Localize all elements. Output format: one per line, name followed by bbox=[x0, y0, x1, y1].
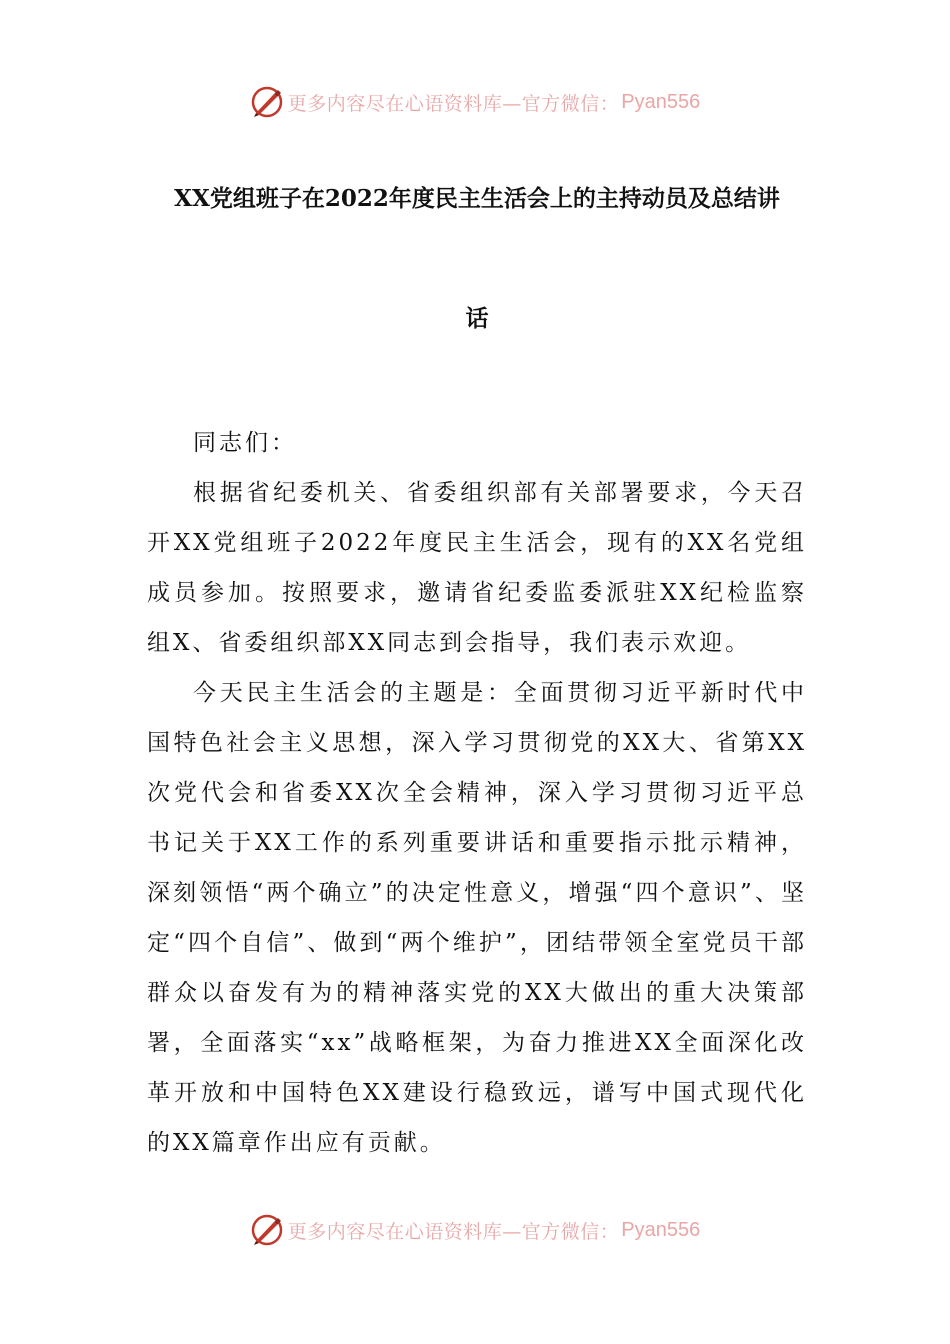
body-paragraph-1: 根据省纪委机关、省委组织部有关部署要求，今天召开XX党组班子2022年度民主生活会，现有的XX名党组成员参加。按照要求，邀请省纪委监委派驻XX纪检监察组X、省委组织部XX同志到会指导，我们表示欢迎。 bbox=[147, 480, 807, 656]
watermark-text: 更多内容尽在心语资料库—官方微信： bbox=[287, 92, 620, 115]
document-body bbox=[147, 418, 807, 1168]
header-watermark-banner bbox=[0, 80, 950, 124]
salutation: 同志们： bbox=[193, 430, 297, 456]
pen-logo-icon bbox=[250, 1213, 284, 1247]
watermark-text: 更多内容尽在心语资料库—官方微信： bbox=[287, 1220, 620, 1243]
watermark-wechat-id: Pyan556 bbox=[621, 1218, 701, 1241]
watermark-wechat-id: Pyan556 bbox=[621, 90, 701, 113]
body-paragraph-2: 今天民主生活会的主题是：全面贯彻习近平新时代中国特色社会主义思想，深入学习贯彻党的XX大、省第XX次党代会和省委XX次全会精神，深入学习贯彻习近平总书记关于XX工作的系列重要讲话和重要指示批示精神，深刻领悟“两个确立”的决定性意义，增强“四个意识”、坚定“四个自信”、做到“两个维护”，团结带领全室党员干部群众以奋发有为的精神落实党的XX大做出的重大决策部署，全面落实“xx”战略框架，为奋力推进XX全面深化改革开放和中国特色XX建设行稳致远，谱写中国式现代化的XX篇章作出应有贡献。 bbox=[147, 680, 807, 1156]
document-title-line-1: XX党组班子在2022年度民主生活会上的主持动员及总结讲 bbox=[174, 185, 780, 212]
footer-watermark-banner bbox=[0, 1208, 950, 1252]
document-title-line-2: 话 bbox=[465, 305, 489, 332]
pen-logo-icon bbox=[250, 85, 284, 119]
